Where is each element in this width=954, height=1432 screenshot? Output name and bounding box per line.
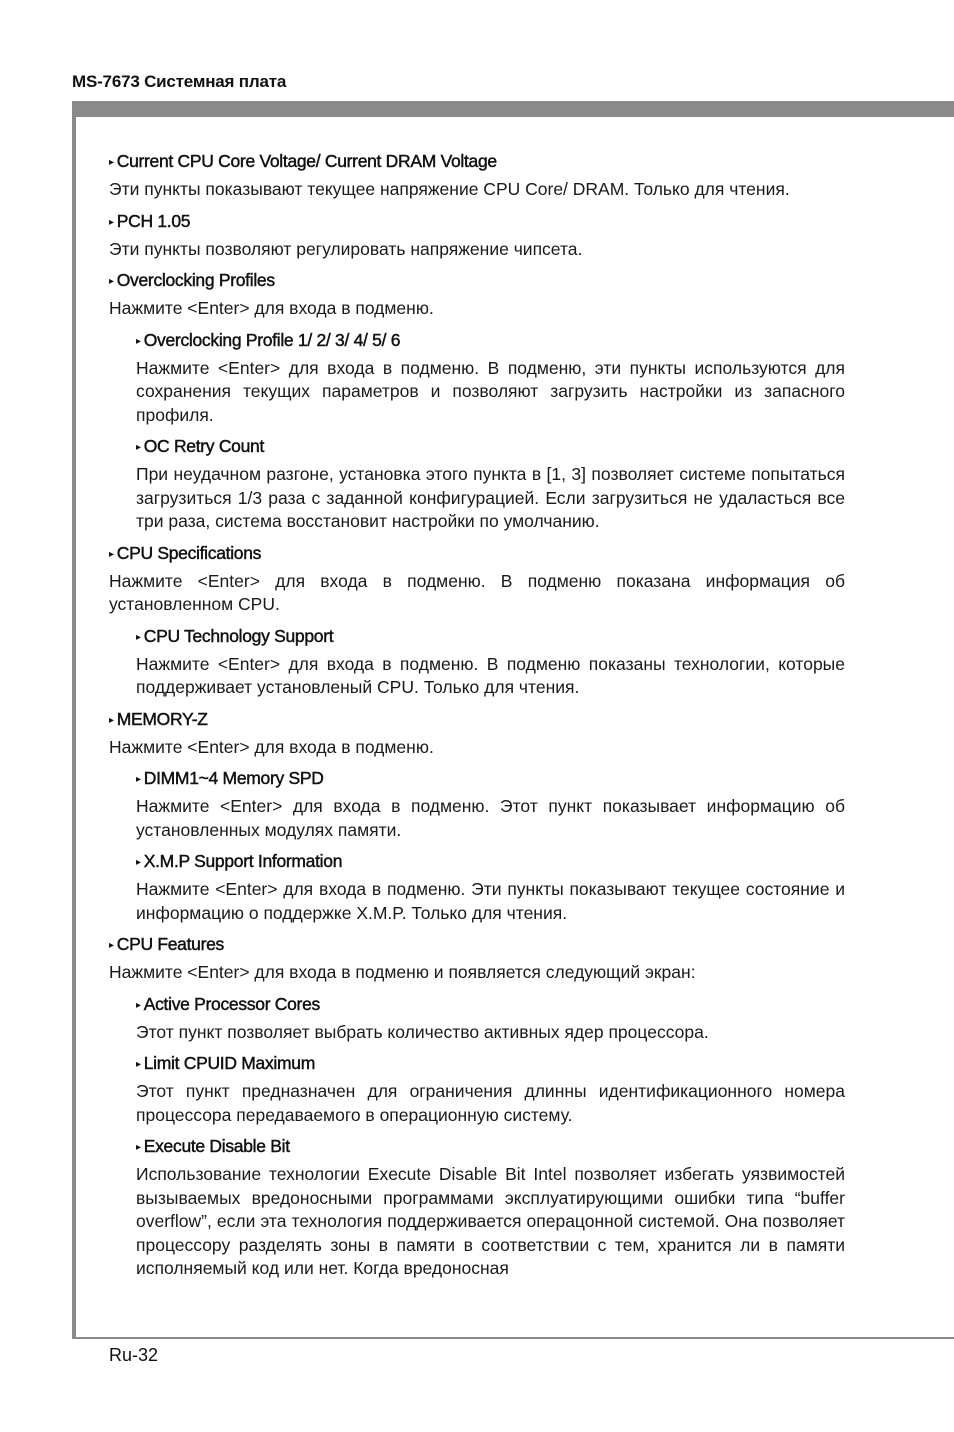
page-header-title: MS-7673 Системная плата [72, 72, 287, 91]
section-body: Нажмите <Enter> для входа в подменю. В подменю показана информация об установленном CPU. [109, 570, 845, 614]
section-heading: ▸ Current CPU Core Voltage/ Current DRAM Voltage [109, 150, 845, 174]
bullet-triangle-icon: ▸ [109, 940, 114, 951]
subsection-heading: ▸ DIMM1~4 Memory SPD [136, 767, 845, 791]
section-heading: ▸ PCH 1.05 [109, 210, 845, 234]
bullet-triangle-icon: ▸ [136, 1059, 141, 1070]
section-body: Эти пункты показывают текущее напряжение CPU Core/ DRAM. Только для чтения. [109, 179, 790, 199]
subsection-body: Нажмите <Enter> для входа в подменю. В подменю, эти пункты используются для сохранения текущих параметров и позволяют загрузить настройки из запасного профиля. [136, 357, 845, 425]
subsection-heading: ▸ Active Processor Cores [136, 993, 845, 1017]
subsection-xmp-support-information [136, 850, 845, 925]
bullet-triangle-icon: ▸ [136, 857, 141, 868]
subsection-execute-disable-bit [136, 1135, 845, 1281]
subsection-limit-cpuid-maximum [136, 1052, 845, 1127]
bullet-triangle-icon: ▸ [136, 999, 141, 1011]
section-memory-z [109, 708, 845, 760]
subsection-heading: ▸ OC Retry Count [136, 435, 845, 459]
section-body: Нажмите <Enter> для входа в подменю. [109, 736, 434, 757]
subsection-body: Нажмите <Enter> для входа в подменю. В подменю показаны технологии, которые поддерживает установленый CPU. Только для чтения. [136, 653, 845, 697]
section-body: Нажмите <Enter> для входа в подменю и появляется следующий экран: [109, 962, 696, 982]
subsection-body: При неудачном разгоне, установка этого пункта в [1, 3] позволяет системе попытаться загрузиться 1/3 раза с заданной конфигурацией. Если загрузиться не удаласться все три раза, система восстановит настройки по умолчанию. [136, 464, 845, 531]
subsection-heading: ▸ Limit CPUID Maximum [136, 1052, 845, 1076]
section-cpu-specifications [109, 542, 845, 617]
section-body: Нажмите <Enter> для входа в подменю. [109, 298, 434, 318]
subsection-body: Использование технологии Execute Disable Bit Intel позволяет избегать уязвимостей вызываемых вредоносными программами эксплуатирующими ошибки типа “buffer overflow”, если эта технология поддерживается операцонной системой. Она позволяет процессору разделять зоны в памяти в соответствии с тем, хранится ли в памяти исполняемый код или нет. Когда вредоносная [136, 1164, 845, 1278]
bullet-triangle-icon: ▸ [136, 335, 141, 347]
subsection-body: Этот пункт позволяет выбрать количество активных ядер процессора. [136, 1021, 709, 1042]
bullet-triangle-icon: ▸ [136, 774, 141, 785]
bullet-triangle-icon: ▸ [109, 216, 114, 228]
subsection-body: Этот пункт предназначен для ограничения длинны идентификационного номера процессора передаваемого в операционную систему. [136, 1081, 845, 1125]
frame-left-border [72, 101, 76, 1339]
bullet-triangle-icon: ▸ [109, 157, 114, 168]
subsection-body: Нажмите <Enter> для входа в подменю. Этот пункт показывает информацию об установленных модулях памяти. [136, 796, 845, 840]
subsection-heading: ▸ CPU Technology Support [136, 625, 845, 649]
frame-top-bar [72, 101, 954, 117]
bullet-triangle-icon: ▸ [136, 631, 141, 643]
frame-bottom-border [72, 1337, 954, 1339]
section-heading: ▸ MEMORY-Z [109, 708, 845, 732]
bullet-triangle-icon: ▸ [109, 714, 114, 726]
subsection-cpu-technology-support [136, 625, 845, 700]
section-pch-105 [109, 210, 845, 262]
subsection-oc-retry-count [136, 435, 845, 534]
page-number: Ru-32 [109, 1345, 159, 1365]
section-heading: ▸ CPU Specifications [109, 542, 845, 566]
section-heading: ▸ Overclocking Profiles [109, 269, 845, 293]
subsection-overclocking-profile-1-6 [136, 329, 845, 428]
subsection-heading: ▸ Overclocking Profile 1/ 2/ 3/ 4/ 5/ 6 [136, 329, 845, 353]
subsection-body: Нажмите <Enter> для входа в подменю. Эти пункты показывают текущее состояние и информацию о поддержке X.M.P. Только для чтения. [136, 879, 845, 923]
section-current-cpu-dram-voltage [109, 150, 845, 202]
section-cpu-features [109, 933, 845, 985]
manual-content [109, 150, 845, 1289]
subsection-dimm-memory-spd [136, 767, 845, 842]
subsection-heading: ▸ Execute Disable Bit [136, 1135, 845, 1159]
bullet-triangle-icon: ▸ [136, 442, 141, 453]
subsection-heading: ▸ X.M.P Support Information [136, 850, 845, 874]
bullet-triangle-icon: ▸ [109, 276, 114, 287]
bullet-triangle-icon: ▸ [136, 1142, 141, 1153]
section-body: Эти пункты позволяют регулировать напряжение чипсета. [109, 238, 583, 259]
section-heading: ▸ CPU Features [109, 933, 845, 957]
subsection-active-processor-cores [136, 993, 845, 1045]
section-overclocking-profiles [109, 269, 845, 321]
bullet-triangle-icon: ▸ [109, 548, 114, 560]
